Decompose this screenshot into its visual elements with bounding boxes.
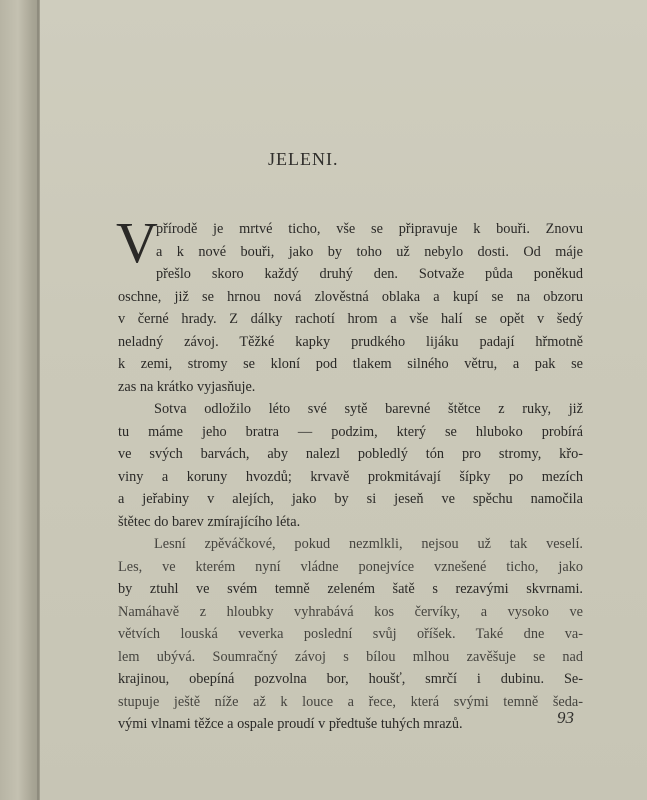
drop-cap: V <box>116 210 158 275</box>
text-line: k zemi, stromy se kloní pod tlakem silného větru, a pak se <box>118 356 583 372</box>
text-line: oschne, již se hrnou nová zlověstná oblaka a kupí se na obzoru <box>118 288 583 305</box>
text-line: přírodě je mrtvé ticho, vše se připravuje k bouři. Znovu <box>156 221 583 237</box>
text-line: přešlo skoro každý druhý den. Sotvaže půda poněkud <box>156 266 583 282</box>
body-text <box>118 218 583 736</box>
text-line: neladný závoj. Těžké kapky prudkého lijáku padají hřmotně <box>118 333 583 350</box>
text-line: stupuje ještě níže až k louce a řece, která svými temně šeda- <box>118 693 583 710</box>
text-line: v černé hrady. Z dálky rachotí hrom a vše halí se opět v šedý <box>118 311 583 327</box>
text-line: ve svých barvách, aby nalezl pobledlý tón pro stromy, křo- <box>118 446 583 462</box>
text-line: Lesní zpěváčkové, pokud nezmlkli, nejsou už tak veselí. <box>154 536 583 552</box>
text-line: tu máme jeho bratra — podzim, který se hluboko probírá <box>118 423 583 440</box>
text-line: štětec do barev zmírajícího léta. <box>118 513 301 530</box>
text-line: krajinou, obepíná pozvolna bor, houšť, smrčí i dubinu. Se- <box>118 671 583 687</box>
text-line: Namáhavě z hloubky vyhrabává kos červíky, a vysoko ve <box>118 603 583 620</box>
text-line: a jeřabiny v alejích, jako by si jeseň ve spěchu namočila <box>118 491 583 507</box>
page-number: 93 <box>557 708 574 727</box>
chapter-title: JELENI. <box>268 149 339 169</box>
text-line: Sotva odložilo léto své sytě barevné štětce z ruky, již <box>154 401 583 417</box>
text-line: větvích louská veverka poslední svůj oříšek. Také dne va- <box>118 626 583 642</box>
text-line: by ztuhl ve svém temně zeleném šatě s rezavými skvrnami. <box>118 581 583 597</box>
text-line: lem ubývá. Soumračný závoj s bílou mlhou zavěšuje se nad <box>118 648 583 665</box>
text-line: viny a koruny hvozdů; krvavě prokmitávají šípky po mezích <box>118 468 583 485</box>
text-line: vými vlnami těžce a ospale proudí v předtuše tuhých mrazů. <box>118 716 463 732</box>
text-line: zas na krátko vyjasňuje. <box>118 378 256 395</box>
book-gutter <box>0 0 40 800</box>
text-line: Les, ve kterém nyní vládne ponejvíce vznešené ticho, jako <box>118 558 583 575</box>
gutter-shadow <box>37 0 39 800</box>
text-line: a k nové bouři, jako by toho už nebylo dosti. Od máje <box>156 243 583 260</box>
